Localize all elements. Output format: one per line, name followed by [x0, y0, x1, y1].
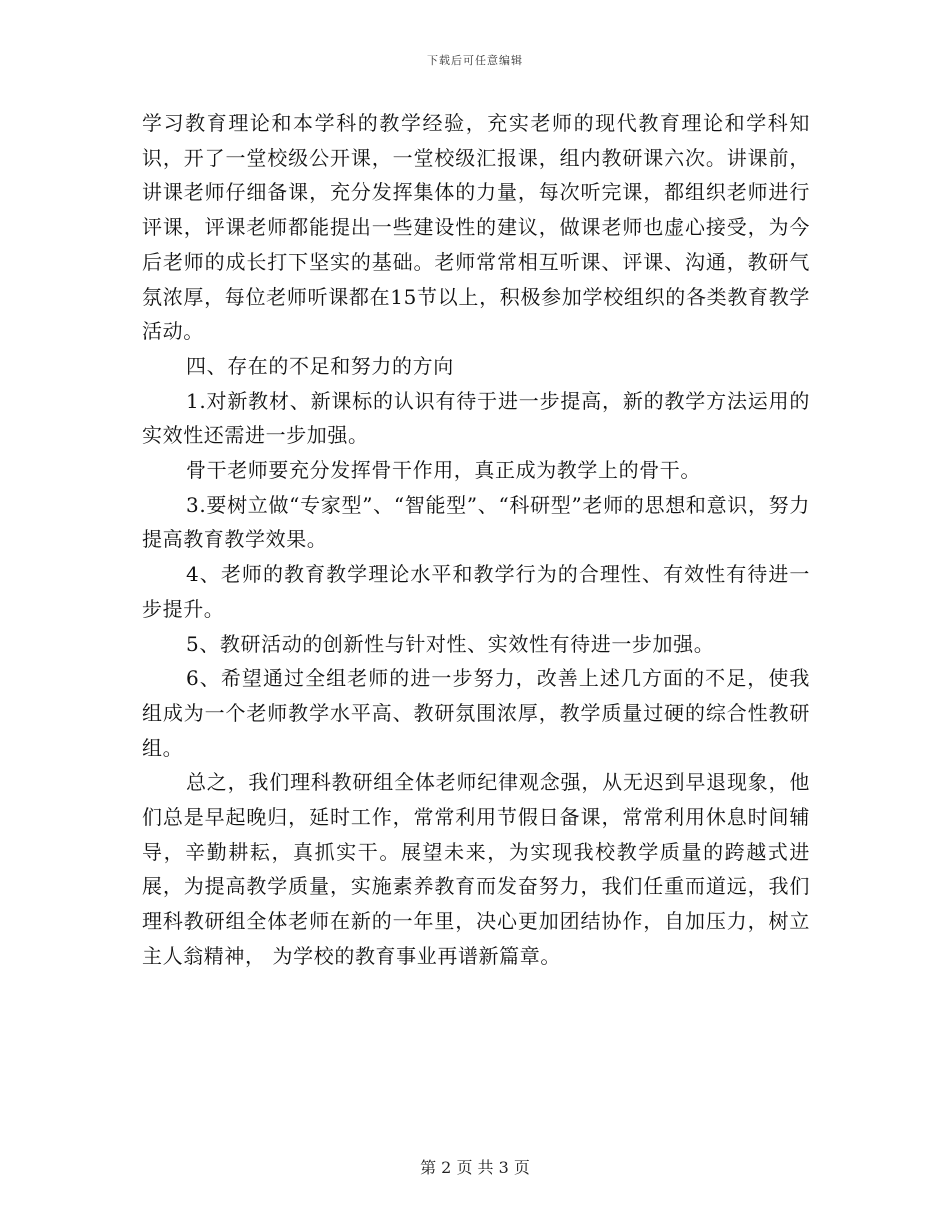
list-item-4: 4、老师的教育教学理论水平和教学行为的合理性、有效性有待进一步提升。 — [142, 562, 810, 621]
page-header: 下载后可任意编辑 — [427, 54, 523, 67]
list-item-3: 3.要树立做“专家型”、“智能型”、“科研型”老师的思想和意识，努力提高教育教学效果。 — [142, 492, 810, 552]
list-item-5: 5、教研活动的创新性与针对性、实效性有待进一步加强。 — [186, 631, 715, 656]
list-item-6: 6、希望通过全组老师的进一步努力，改善上述几方面的不足，使我组成为一个老师教学水平高、教研氛围浓厚，教学质量过硬的综合性教研组。 — [142, 666, 810, 760]
section-heading-shortcomings: 四、存在的不足和努力的方向 — [186, 353, 454, 378]
page-number: 第 2 页 共 3 页 — [420, 1158, 530, 1177]
list-item-1: 1.对新教材、新课标的认识有待于进一步提高，新的教学方法运用的实效性还需进一步加强。 — [142, 388, 810, 448]
paragraph-summary: 总之，我们理科教研组全体老师纪律观念强，从无迟到早退现象，他们总是早起晚归，延时工作，常常利用节假日备课，常常利用休息时间辅导，辛勤耕耘，真抓实干。展望未来，为实现我校教学质量的跨越式进展，为提高教学质量，实施素养教育而发奋努力，我们任重而道远，我们理科教研组全体老师在新的一年里，决心更加团结协作，自加压力，树立主人翁精神， 为学校的教育事业再谱新篇章。 — [142, 770, 810, 968]
list-item-backbone: 骨干老师要充分发挥骨干作用，真正成为教学上的骨干。 — [186, 458, 701, 483]
document-body — [142, 106, 810, 974]
paragraph-teaching-research: 学习教育理论和本学科的教学经验，充实老师的现代教育理论和学科知识，开了一堂校级公开课，一堂校级汇报课，组内教研课六次。讲课前，讲课老师仔细备课，充分发挥集体的力量，每次听完课，都组织老师进行评课，评课老师都能提出一些建设性的建议，做课老师也虚心接受，为今后老师的成长打下坚实的基础。老师常常相互听课、评课、沟通，教研气氛浓厚，每位老师听课都在15节以上，积极参加学校组织的各类教育教学活动。 — [142, 111, 810, 344]
